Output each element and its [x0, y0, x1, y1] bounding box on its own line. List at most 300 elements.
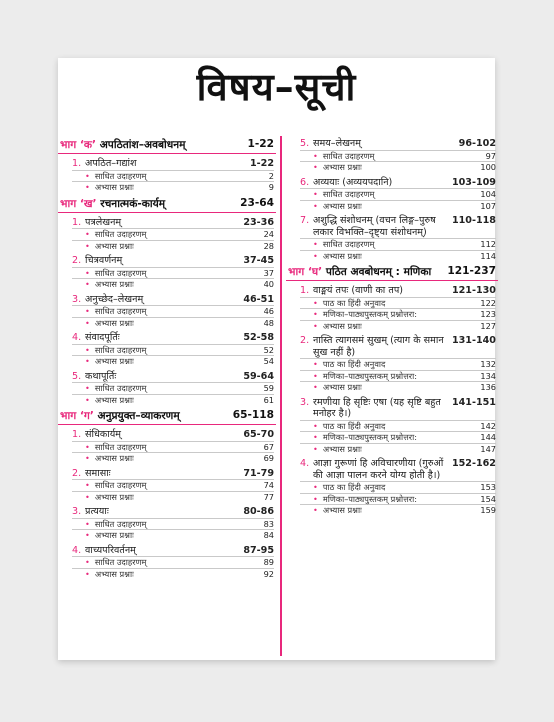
sub-entry-text [313, 201, 362, 212]
sub-entry [72, 491, 274, 503]
sub-entry-text [313, 421, 385, 432]
bullet-icon: • [313, 150, 318, 161]
part-label: भाग ‘घ’ [288, 266, 326, 278]
chapter-number: 6. [300, 176, 310, 188]
chapter-entry [72, 371, 274, 406]
sub-entry-page: 114 [480, 250, 496, 261]
sub-entry-title: अभ्यास प्रश्नाः [322, 162, 362, 172]
sub-entry-text [313, 151, 374, 162]
sub-entry [72, 305, 274, 317]
sub-entry-title: अभ्यास प्रश्नाः [94, 491, 134, 502]
chapter-name: समासाः [85, 467, 111, 479]
bullet-icon: • [313, 189, 318, 199]
sub-entry-page: 104 [480, 189, 496, 199]
chapter-number: 1. [300, 285, 310, 296]
sub-entry-page: 61 [263, 394, 274, 405]
sub-entry-page: 74 [263, 480, 274, 490]
sub-entry-page: 142 [480, 420, 496, 431]
bullet-icon: • [313, 382, 318, 392]
sub-entry [300, 297, 496, 309]
bullet-icon: • [85, 453, 90, 463]
chapter-heading [300, 138, 496, 150]
sub-entry-page: 54 [263, 356, 274, 366]
sub-entry-page: 92 [263, 568, 274, 579]
sub-entry-text [85, 492, 134, 503]
chapter-name: आज्ञा गुरूणां हि अविचारणीया (गुरुओं की आज्ञा पालन करने योग्य होती है।) [313, 458, 444, 481]
sub-entry [72, 556, 274, 568]
sub-entry-title: साधित उदाहरणम् [94, 267, 147, 278]
part-pages: 23-64 [240, 196, 274, 209]
sub-entry-page: 2 [268, 170, 274, 181]
sub-entry [300, 200, 496, 212]
sub-entry-page: 123 [480, 309, 496, 319]
sub-entry-text [313, 505, 362, 516]
part-heading-text [288, 265, 431, 279]
chapter-name: प्रत्ययाः [85, 506, 109, 517]
sub-entry [72, 529, 274, 541]
sub-entry-text [85, 318, 134, 329]
bullet-icon: • [313, 359, 318, 369]
chapter-entry [72, 545, 274, 580]
sub-entry-title: साधित उदाहरणम् [322, 150, 375, 161]
bullet-icon: • [313, 443, 318, 454]
chapter-entry [72, 332, 274, 367]
sub-entry [300, 381, 496, 393]
sub-entry [72, 441, 274, 453]
bullet-icon: • [85, 557, 90, 567]
sub-entry-text [85, 530, 134, 541]
sub-entry-title: मणिका–पाठ्यपुस्तकम् प्रश्नोत्तरा: [322, 493, 418, 504]
chapter-name: रमणीया हि सृष्टिः एषा (यह सृष्टि बहुत मनोहर है।) [313, 396, 441, 419]
part-title: अपठितांश–अवबोधनम् [99, 139, 186, 151]
sub-entry-page: 122 [480, 297, 496, 308]
sub-entry-title: अभ्यास प्रश्नाः [94, 356, 134, 366]
sub-entry-title: अभ्यास प्रश्नाः [94, 568, 134, 579]
sub-entry-text [85, 519, 146, 530]
sub-entry-text [313, 444, 362, 455]
sub-entry-page: 48 [263, 317, 274, 328]
sub-entry-page: 24 [263, 229, 274, 239]
sub-entry-title: साधित उदाहरणम् [94, 518, 147, 529]
sub-entry-title: साधित उदाहरणम् [94, 480, 147, 490]
sub-entry [300, 443, 496, 455]
sub-entry [72, 344, 274, 356]
sub-entry-text [85, 279, 134, 290]
sub-entry-page: 28 [263, 240, 274, 251]
chapter-heading [72, 429, 274, 441]
sub-entry [72, 452, 274, 464]
chapter-heading [72, 294, 274, 306]
page-title: विषय–सूची [196, 65, 357, 109]
sub-entry-title: मणिका–पाठ्यपुस्तकम् प्रश्नोत्तरा: [322, 309, 418, 319]
chapter-entry [72, 158, 274, 193]
sub-entry-title: मणिका–पाठ्यपुस्तकम् प्रश्नोत्तरा: [322, 370, 418, 381]
bullet-icon: • [313, 297, 318, 308]
chapter-pages: 59-64 [243, 370, 274, 382]
sub-entry [300, 481, 496, 493]
sub-entry [72, 382, 274, 394]
sub-entry-page: 59 [263, 383, 274, 393]
bullet-icon: • [85, 170, 90, 181]
sub-entry-page: 136 [480, 382, 496, 392]
chapter-pages: 152-162 [451, 458, 496, 469]
sub-entry-text [313, 494, 417, 505]
bullet-icon: • [313, 239, 318, 249]
chapter-pages: 80-86 [243, 506, 274, 517]
bullet-icon: • [313, 482, 318, 492]
chapter-heading [72, 217, 274, 229]
bullet-icon: • [85, 306, 90, 316]
sub-entry-text [85, 383, 146, 394]
sub-entry-title: अभ्यास प्रश्नाः [94, 530, 134, 540]
part-heading-text [60, 138, 186, 152]
bullet-icon: • [313, 309, 318, 319]
part-label: भाग ‘ग’ [60, 410, 98, 422]
sub-entry [72, 240, 274, 252]
sub-entry-page: 134 [480, 370, 496, 381]
sub-entry-text [85, 182, 134, 193]
toc-page [58, 58, 495, 660]
chapter-name: अव्ययाः (अव्ययपदानि) [313, 176, 393, 188]
sub-entry-text [313, 309, 417, 320]
chapter-pages: 121-130 [451, 285, 496, 296]
chapter-name: वाङ्मयं तपः (वाणी का तप) [313, 285, 404, 296]
sub-entry-title: साधित उदाहरणम् [94, 170, 147, 181]
sub-entry-title: साधित उदाहरणम् [94, 306, 147, 316]
part-heading-text [60, 409, 180, 423]
sub-entry [72, 170, 274, 182]
sub-entry-page: 67 [263, 441, 274, 452]
sub-entry-page: 40 [263, 279, 274, 289]
chapter-entry [72, 217, 274, 252]
sub-entry-title: अभ्यास प्रश्नाः [94, 394, 134, 405]
sub-entry-text [85, 171, 146, 182]
sub-entry-text [313, 432, 417, 443]
chapter-entry [300, 177, 496, 212]
bullet-icon: • [313, 320, 318, 331]
chapter-number: 1. [72, 429, 82, 440]
sub-entry-page: 52 [263, 344, 274, 355]
chapter-pages: 37-45 [243, 255, 274, 266]
bullet-icon: • [85, 240, 90, 251]
bullet-icon: • [313, 432, 318, 442]
sub-entry [300, 308, 496, 320]
chapter-heading [72, 506, 274, 518]
chapter-pages: 141-151 [451, 396, 496, 408]
chapter-name: समय–लेखनम् [313, 138, 361, 149]
sub-entry-text [313, 189, 374, 200]
sub-entry-page: 107 [480, 200, 496, 211]
sub-entry-title: पाठ का हिंदी अनुवाद [322, 420, 386, 431]
sub-entry-text [85, 395, 134, 406]
chapter-entry [72, 468, 274, 503]
chapter-pages: 131-140 [451, 335, 496, 346]
sub-entry-page: 69 [263, 453, 274, 463]
sub-entry [300, 150, 496, 162]
part-pages: 1-22 [247, 138, 274, 150]
sub-entry [300, 431, 496, 443]
sub-entry-title: साधित उदाहरणम् [94, 344, 147, 355]
chapter-number: 2. [72, 467, 82, 479]
chapter-number: 1. [72, 158, 82, 169]
chapter-number: 5. [72, 370, 82, 382]
bullet-icon: • [85, 383, 90, 393]
sub-entry-page: 89 [263, 557, 274, 567]
chapter-heading [72, 545, 274, 557]
bullet-icon: • [85, 394, 90, 405]
chapter-entry [300, 215, 496, 261]
bullet-icon: • [313, 420, 318, 431]
sub-entry [72, 317, 274, 329]
chapter-entry [300, 138, 496, 173]
sub-entry-page: 127 [480, 320, 496, 331]
chapter-pages: 96-102 [458, 138, 496, 149]
sub-entry-text [85, 268, 146, 279]
bullet-icon: • [313, 493, 318, 504]
chapter-pages: 65-70 [243, 429, 274, 440]
sub-entry [72, 568, 274, 580]
chapter-name: अनुच्छेद–लेखनम् [85, 293, 144, 305]
chapter-pages: 52-58 [243, 332, 274, 343]
sub-entry-page: 154 [480, 493, 496, 504]
sub-entry [300, 238, 496, 250]
chapter-entry [300, 285, 496, 331]
sub-entry-page: 159 [480, 505, 496, 515]
sub-entry-text [313, 298, 385, 309]
chapter-pages: 46-51 [243, 293, 274, 305]
right-column [286, 138, 498, 520]
sub-entry-title: अभ्यास प्रश्नाः [322, 200, 362, 211]
sub-entry-page: 83 [263, 518, 274, 529]
chapter-entry [300, 458, 496, 516]
sub-entry-text [313, 482, 385, 493]
chapter-pages: 1-22 [249, 158, 274, 169]
sub-entry-page: 77 [263, 491, 274, 502]
sub-entry-text [313, 382, 362, 393]
sub-entry-title: अभ्यास प्रश्नाः [94, 317, 134, 328]
sub-entry-page: 84 [263, 530, 274, 540]
sub-entry [300, 358, 496, 370]
bullet-icon: • [313, 370, 318, 381]
chapter-heading [300, 335, 496, 358]
chapter-pages: 87-95 [243, 544, 274, 556]
chapter-heading [72, 332, 274, 344]
sub-entry [300, 161, 496, 173]
chapter-name: संधिकार्यम् [85, 429, 122, 440]
bullet-icon: • [85, 480, 90, 490]
chapter-heading [300, 177, 496, 189]
sub-entry-page: 144 [480, 432, 496, 442]
chapter-name: कथापूर्तिः [85, 370, 117, 382]
sub-entry-title: साधित उदाहरणम् [94, 441, 147, 452]
sub-entry [300, 188, 496, 200]
sub-entry-title: अभ्यास प्रश्नाः [94, 453, 134, 463]
sub-entry-text [85, 229, 146, 240]
chapter-name: चित्रवर्णनम् [85, 255, 123, 266]
sub-entry-title: पाठ का हिंदी अनुवाद [322, 359, 386, 369]
bullet-icon: • [85, 530, 90, 540]
bullet-icon: • [313, 200, 318, 211]
sub-entry [300, 504, 496, 516]
part-label: भाग ‘क’ [60, 139, 100, 151]
bullet-icon: • [85, 518, 90, 529]
chapter-number: 3. [72, 293, 82, 305]
bullet-icon: • [85, 441, 90, 452]
chapter-heading [300, 397, 496, 420]
chapter-heading [300, 215, 496, 238]
chapter-entry [300, 335, 496, 393]
sub-entry-title: साधित उदाहरणम् [94, 229, 147, 239]
chapter-name: अशुद्धि संशोधनम् (वचन लिङ्ग–पुरुष लकार विभक्ति–दृष्ट्या संशोधनम्) [313, 215, 436, 238]
chapter-heading [72, 468, 274, 480]
chapter-entry [72, 255, 274, 290]
sub-entry-title: अभ्यास प्रश्नाः [94, 279, 134, 289]
part-heading [58, 409, 276, 425]
sub-entry-page: 153 [480, 482, 496, 492]
sub-entry-text [85, 306, 146, 317]
sub-entry-title: अभ्यास प्रश्नाः [322, 505, 362, 515]
sub-entry [72, 228, 274, 240]
bullet-icon: • [313, 162, 318, 172]
bullet-icon: • [85, 182, 90, 192]
chapter-pages: 103-109 [451, 176, 496, 188]
chapter-name: वाच्यपरिवर्तनम् [85, 544, 136, 556]
sub-entry-page: 147 [480, 443, 496, 454]
sub-entry [300, 370, 496, 382]
bullet-icon: • [85, 356, 90, 366]
sub-entry-page: 46 [263, 306, 274, 316]
chapter-heading [72, 371, 274, 383]
chapter-heading [300, 458, 496, 481]
chapter-name: पत्रलेखनम् [85, 216, 122, 228]
part-title: अनुप्रयुक्त–व्याकरणम् [97, 410, 180, 422]
chapter-name: अपठित–गद्यांश [85, 158, 137, 169]
sub-entry [300, 320, 496, 332]
sub-entry [72, 267, 274, 279]
chapter-entry [300, 397, 496, 455]
bullet-icon: • [85, 229, 90, 239]
bullet-icon: • [85, 267, 90, 278]
column-divider [280, 136, 282, 656]
sub-entry-title: अभ्यास प्रश्नाः [322, 250, 362, 261]
bullet-icon: • [85, 491, 90, 502]
sub-entry-text [313, 239, 374, 250]
chapter-entry [72, 506, 274, 541]
sub-entry-title: पाठ का हिंदी अनुवाद [322, 297, 386, 308]
chapter-number: 1. [72, 216, 82, 228]
chapter-heading [72, 255, 274, 267]
chapter-name: नास्ति त्यागसमं सुखम् (त्याग के समान सुख नहीं है) [313, 335, 444, 358]
sub-entry-text [85, 480, 146, 491]
part-label: भाग ‘ख’ [60, 197, 101, 210]
sub-entry [72, 518, 274, 530]
sub-entry-text [313, 162, 362, 173]
bullet-icon: • [85, 317, 90, 328]
sub-entry-text [85, 241, 134, 252]
sub-entry [300, 420, 496, 432]
sub-entry-text [313, 321, 362, 332]
sub-entry-title: मणिका–पाठ्यपुस्तकम् प्रश्नोत्तरा: [322, 432, 418, 442]
part-pages: 121-237 [447, 265, 496, 277]
part-heading [58, 138, 276, 154]
sub-entry-title: साधित उदाहरणम् [322, 239, 375, 249]
sub-entry-text [85, 569, 134, 580]
sub-entry [72, 278, 274, 290]
bullet-icon: • [313, 250, 318, 261]
part-heading [58, 197, 276, 213]
sub-entry-text [313, 251, 362, 262]
bullet-icon: • [85, 279, 90, 289]
bullet-icon: • [313, 505, 318, 515]
chapter-pages: 71-79 [243, 467, 274, 479]
part-pages: 65-118 [232, 409, 274, 421]
part-heading-text [60, 197, 165, 211]
sub-entry [72, 355, 274, 367]
sub-entry-page: 132 [480, 359, 496, 369]
sub-entry-text [85, 557, 146, 568]
part-heading [286, 265, 498, 281]
bullet-icon: • [85, 344, 90, 355]
sub-entry-page: 97 [485, 150, 496, 161]
sub-entry-page: 112 [480, 239, 496, 249]
chapter-number: 3. [300, 396, 310, 408]
chapter-entry [72, 429, 274, 464]
sub-entry [72, 479, 274, 491]
sub-entry-title: अभ्यास प्रश्नाः [322, 382, 362, 392]
sub-entry-page: 9 [268, 182, 274, 192]
sub-entry-text [313, 359, 385, 370]
chapter-pages: 110-118 [451, 215, 496, 226]
sub-entry-text [85, 442, 146, 453]
chapter-number: 4. [300, 458, 310, 469]
chapter-number: 4. [72, 332, 82, 343]
sub-entry-text [85, 345, 146, 356]
sub-entry-title: अभ्यास प्रश्नाः [94, 240, 134, 251]
sub-entry [72, 394, 274, 406]
sub-entry-title: साधित उदाहरणम् [94, 557, 147, 567]
part-title: रचनात्मकं-कार्यम् [100, 197, 166, 210]
sub-entry [300, 493, 496, 505]
chapter-number: 2. [300, 335, 310, 346]
chapter-number: 3. [72, 506, 82, 517]
sub-entry-text [313, 371, 417, 382]
sub-entry-title: अभ्यास प्रश्नाः [94, 182, 134, 192]
chapter-number: 7. [300, 215, 310, 226]
sub-entry-title: साधित उदाहरणम् [322, 189, 375, 199]
sub-entry-title: साधित उदाहरणम् [94, 383, 147, 393]
chapter-number: 2. [72, 255, 82, 266]
sub-entry-text [85, 356, 134, 367]
sub-entry [72, 181, 274, 193]
sub-entry-page: 100 [480, 162, 496, 172]
bullet-icon: • [85, 568, 90, 579]
chapter-number: 4. [72, 544, 82, 556]
sub-entry-title: अभ्यास प्रश्नाः [322, 443, 362, 454]
chapter-number: 5. [300, 138, 310, 149]
sub-entry [300, 250, 496, 262]
sub-entry-page: 37 [263, 267, 274, 278]
chapter-heading [300, 285, 496, 297]
chapter-pages: 23-36 [243, 216, 274, 228]
chapter-name: संवादपूर्तिः [85, 332, 120, 343]
part-title: पठित अवबोधनम् : मणिका [325, 266, 432, 278]
sub-entry-text [85, 453, 134, 464]
sub-entry-title: अभ्यास प्रश्नाः [322, 320, 362, 331]
sub-entry-title: पाठ का हिंदी अनुवाद [322, 482, 386, 492]
chapter-heading [72, 158, 274, 170]
chapter-entry [72, 294, 274, 329]
left-column [58, 138, 276, 583]
